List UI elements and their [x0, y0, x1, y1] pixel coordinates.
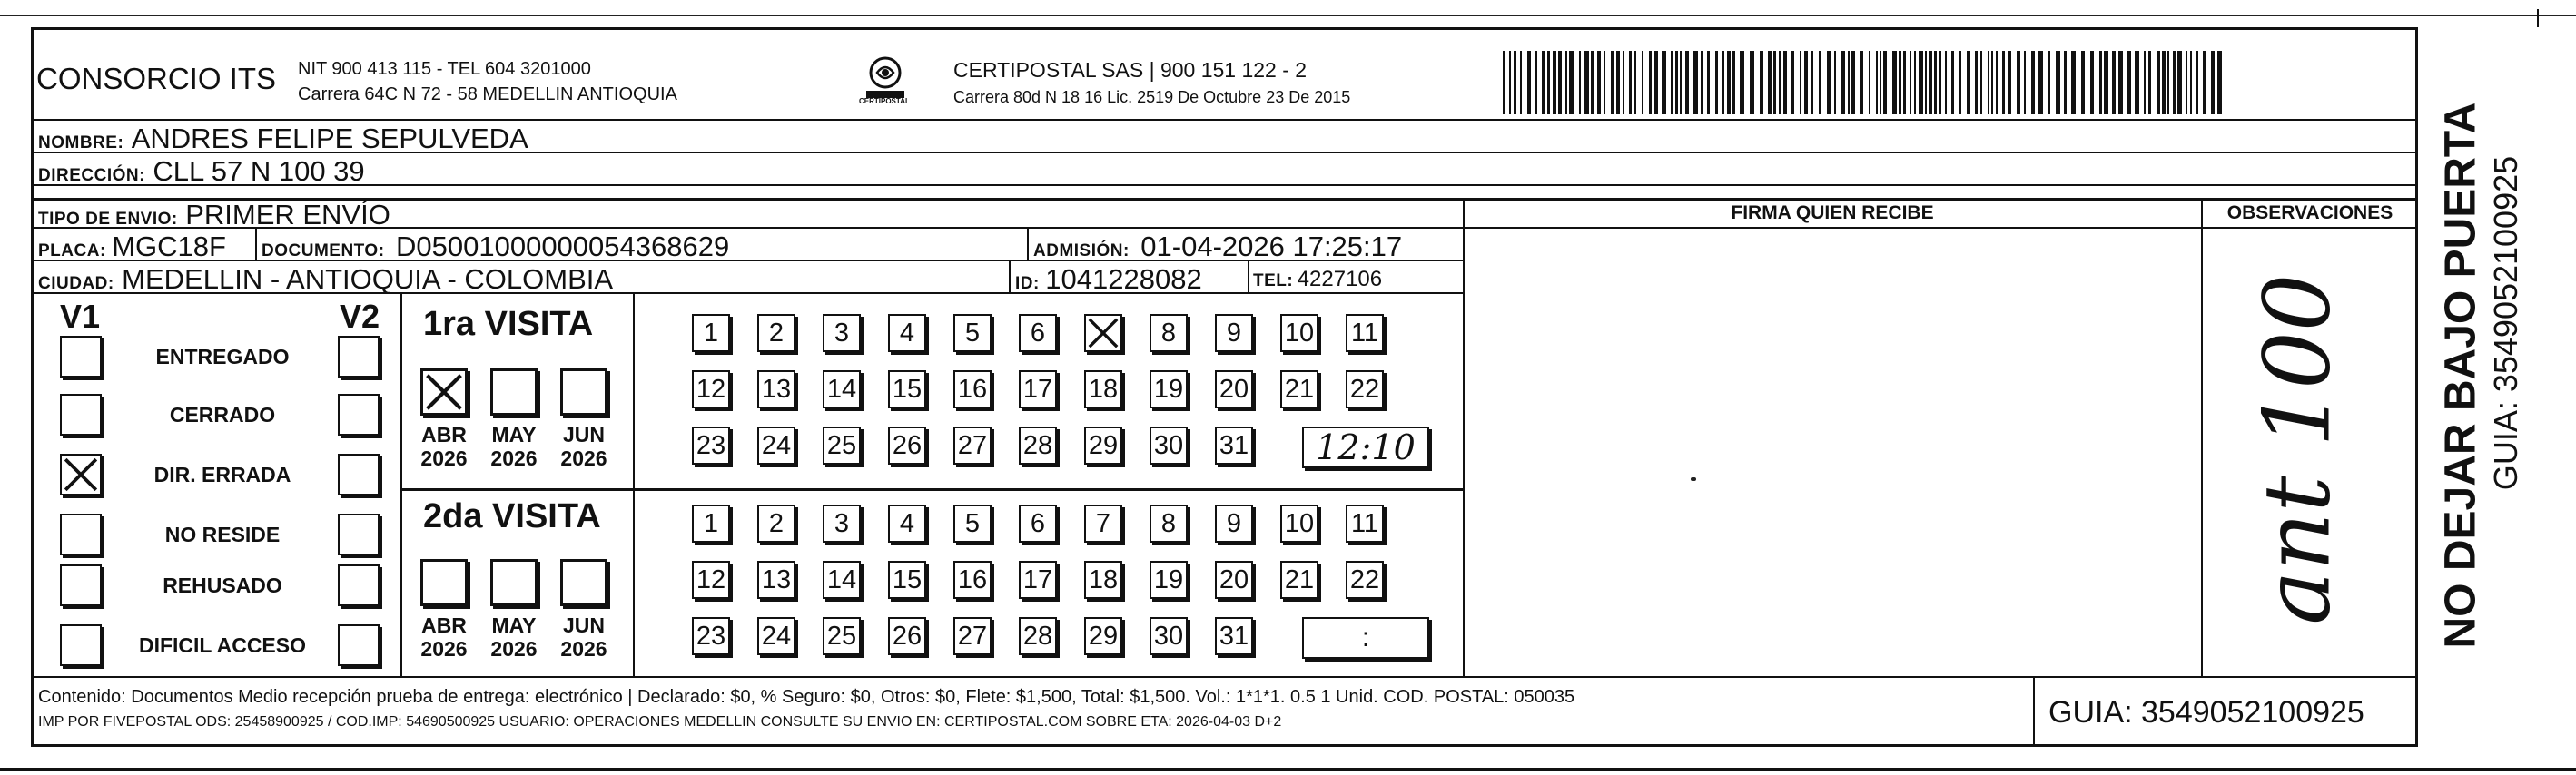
barcode-bar: [1860, 51, 1863, 114]
barcode-bar: [1654, 51, 1658, 114]
barcode-bar: [2017, 51, 2020, 114]
barcode-bar: [2157, 51, 2160, 114]
month-label: [412, 423, 476, 471]
status-v2-checkbox[interactable]: [338, 564, 380, 606]
barcode-bar: [1569, 51, 1574, 114]
day-checkbox[interactable]: 1: [692, 505, 730, 543]
barcode-bar: [2024, 51, 2026, 114]
day-checkbox[interactable]: 31: [1215, 617, 1253, 655]
barcode-bar: [1791, 51, 1794, 114]
logo-caption: CERTIPOSTAL: [859, 97, 910, 105]
barcode-bar: [1542, 51, 1545, 114]
ciudad-field: [38, 265, 613, 293]
barcode-bar: [1616, 51, 1620, 114]
day-checkbox[interactable]: 24: [757, 427, 795, 465]
barcode-bar: [2173, 51, 2176, 114]
visit2-title: 2da VISITA: [423, 497, 601, 535]
month-name: MAY: [491, 423, 537, 446]
barcode-bar: [1520, 51, 1522, 114]
barcode-bar: [1503, 51, 1505, 114]
day-checkbox[interactable]: 31: [1215, 427, 1253, 465]
day-checkbox[interactable]: 1: [692, 314, 730, 352]
day-checkbox[interactable]: 26: [888, 617, 926, 655]
ciudad-value: MEDELLIN - ANTIOQUIA - COLOMBIA: [122, 263, 614, 295]
tipo-envio-field: [38, 201, 390, 229]
day-checkbox[interactable]: 5: [953, 314, 992, 352]
day-checkbox[interactable]: 23: [692, 427, 730, 465]
month-checkbox[interactable]: [560, 559, 607, 606]
admision-value: 01-04-2026 17:25:17: [1140, 231, 1403, 262]
day-checkbox[interactable]: 7: [1084, 505, 1122, 543]
bottom-edge-line: [0, 768, 2576, 771]
day-checkbox[interactable]: 26: [888, 427, 926, 465]
company-name: CONSORCIO ITS: [36, 62, 277, 95]
col-line: [633, 292, 635, 676]
barcode-bar: [2081, 51, 2085, 114]
month-checkbox[interactable]: [490, 368, 538, 416]
firma-header: FIRMA QUIEN RECIBE: [1731, 202, 1934, 223]
month-label: [482, 423, 546, 471]
barcode-bar: [1558, 51, 1562, 114]
footer-contenido: Contenido: Documentos Medio recepción prueba de entrega: electrónico | Declarado: $0, % Seguro: $0, Otros: $0, Flete: $1,500, Total: $1,500. Vol.: 1*1*1. 0.5 1 Unid. COD. POSTAL: 050035: [38, 687, 1575, 707]
month-year: 2026: [490, 446, 538, 471]
day-checkbox[interactable]: 5: [953, 505, 992, 543]
day-checkbox[interactable]: 27: [953, 427, 992, 465]
barcode-bar: [2008, 51, 2011, 114]
status-v1-checkbox[interactable]: [60, 454, 102, 495]
month-label: [482, 613, 546, 662]
barcode-bar: [2135, 51, 2139, 114]
day-checkbox[interactable]: 17: [1019, 370, 1057, 408]
company-nit-tel: NIT 900 413 115 - TEL 604 3201000: [298, 59, 591, 79]
observaciones-handwriting: [2206, 272, 2388, 635]
barcode-bar: [2112, 51, 2116, 114]
barcode-bar: [1892, 51, 1897, 114]
day-checkbox[interactable]: 20: [1215, 561, 1253, 599]
barcode-bar: [1988, 51, 1989, 114]
day-checkbox[interactable]: 23: [692, 617, 730, 655]
scan-edge-line: [0, 15, 2576, 16]
barcode-bar: [1914, 51, 1916, 114]
day-checkbox[interactable]: 28: [1019, 427, 1057, 465]
barcode-bar: [1727, 51, 1731, 114]
barcode-bar: [1604, 51, 1605, 114]
col-line: [1463, 198, 1465, 676]
barcode-bar: [1876, 51, 1878, 114]
day-checkbox[interactable]: 10: [1280, 505, 1318, 543]
day-checkbox[interactable]: 14: [823, 370, 861, 408]
tipo-envio-label: TIPO DE ENVIO:: [38, 210, 178, 229]
barcode-bar: [2071, 51, 2076, 114]
status-v2-checkbox[interactable]: [338, 336, 380, 378]
signature-mark: [1691, 477, 1696, 481]
barcode-bar: [1975, 51, 1978, 114]
barcode-bar: [1715, 51, 1718, 114]
barcode-bar: [1899, 51, 1901, 114]
barcode-bar: [1929, 51, 1932, 114]
status-label: DIR. ERRADA: [153, 463, 291, 486]
month-year: 2026: [490, 637, 538, 662]
tel-label: TEL:: [1253, 271, 1294, 290]
barcode-bar: [1939, 51, 1941, 114]
barcode-bar: [1903, 51, 1906, 114]
day-checkbox[interactable]: 15: [888, 370, 926, 408]
month-label: [412, 613, 476, 662]
status-v1-checkbox[interactable]: [60, 624, 102, 666]
barcode-bar: [2127, 51, 2131, 114]
day-checkbox[interactable]: 11: [1346, 505, 1384, 543]
barcode-bar: [1869, 51, 1870, 114]
month-year: 2026: [420, 446, 468, 471]
day-checkbox[interactable]: 4: [888, 505, 926, 543]
barcode-bar: [2099, 51, 2102, 114]
barcode-bar: [1579, 51, 1581, 114]
day-checkbox[interactable]: 13: [757, 370, 795, 408]
day-checkbox[interactable]: 9: [1215, 505, 1253, 543]
month-name: ABR: [421, 423, 467, 446]
day-checkbox[interactable]: 6: [1019, 314, 1057, 352]
barcode-bar: [1740, 51, 1744, 114]
month-name: JUN: [562, 613, 605, 637]
day-checkbox[interactable]: 13: [757, 561, 795, 599]
barcode-bar: [1662, 51, 1666, 114]
admision-label: ADMISIÓN:: [1033, 241, 1130, 260]
barcode-bar: [2203, 51, 2206, 114]
observaciones-header: OBSERVACIONES: [2226, 202, 2393, 223]
day-checkbox[interactable]: 6: [1019, 505, 1057, 543]
month-label: [552, 613, 616, 662]
placa-label: PLACA:: [38, 241, 106, 260]
day-checkbox[interactable]: 20: [1215, 370, 1253, 408]
barcode-bar: [1553, 51, 1556, 114]
barcode-bar: [1925, 51, 1927, 114]
scan-tick: [2537, 9, 2539, 27]
barcode-bar: [1634, 51, 1636, 114]
month-checkbox[interactable]: [420, 559, 468, 606]
month-year: 2026: [420, 637, 468, 662]
tel-value: 4227106: [1297, 267, 1383, 291]
day-checkbox[interactable]: 17: [1019, 561, 1057, 599]
day-checkbox[interactable]: 16: [953, 561, 992, 599]
v1-header: V1: [60, 298, 101, 335]
barcode-bar: [1535, 51, 1537, 114]
id-value: 1041228082: [1045, 263, 1202, 295]
ciudad-label: CIUDAD:: [38, 274, 114, 293]
day-checkbox[interactable]: 19: [1150, 561, 1188, 599]
company-address: Carrera 64C N 72 - 58 MEDELLIN ANTIOQUIA: [298, 84, 677, 104]
day-checkbox[interactable]: 9: [1215, 314, 1253, 352]
barcode-bar: [1848, 51, 1850, 114]
month-year: 2026: [560, 446, 607, 471]
barcode-bar: [2090, 51, 2094, 114]
nombre-field: [38, 124, 528, 152]
barcode-bar: [2038, 51, 2043, 114]
day-checkbox[interactable]: 21: [1280, 561, 1318, 599]
barcode-bar: [1841, 51, 1845, 114]
col-line: [255, 227, 257, 260]
documento-label: DOCUMENTO:: [262, 241, 385, 260]
barcode-bar: [1693, 51, 1698, 114]
barcode-bar: [2190, 51, 2192, 114]
day-checkbox[interactable]: 12: [692, 561, 730, 599]
barcode-bar: [1991, 51, 1993, 114]
barcode: [1503, 51, 2225, 114]
status-v2-checkbox[interactable]: [338, 454, 380, 495]
barcode-bar: [1919, 51, 1923, 114]
barcode-bar: [2056, 51, 2060, 114]
v2-header: V2: [340, 298, 380, 335]
day-checkbox[interactable]: 25: [823, 617, 861, 655]
status-label: NO RESIDE: [164, 523, 281, 546]
day-checkbox[interactable]: 11: [1346, 314, 1384, 352]
barcode-bar: [1819, 51, 1821, 114]
barcode-bar: [1945, 51, 1947, 114]
barcode-bar: [1547, 51, 1550, 114]
day-checkbox[interactable]: 4: [888, 314, 926, 352]
barcode-bar: [2196, 51, 2198, 114]
day-checkbox[interactable]: 2: [757, 505, 795, 543]
barcode-bar: [2217, 51, 2222, 114]
footer-guia: GUIA: 3549052100925: [2048, 695, 2364, 730]
side-warning: NO DEJAR BAJO PUERTA: [2436, 102, 2485, 649]
status-label: CERRADO: [169, 403, 276, 427]
barcode-bar: [1804, 51, 1808, 114]
barcode-bar: [1680, 51, 1682, 114]
barcode-bar: [1649, 51, 1652, 114]
row-line: [33, 119, 2417, 121]
day-checkbox[interactable]: 3: [823, 314, 861, 352]
barcode-bar: [1527, 51, 1531, 114]
barcode-bar: [2167, 51, 2169, 114]
day-checkbox[interactable]: 3: [823, 505, 861, 543]
status-v1-checkbox[interactable]: [60, 514, 102, 555]
time-box[interactable]: :: [1302, 617, 1429, 659]
day-checkbox[interactable]: 28: [1019, 617, 1057, 655]
barcode-bar: [1671, 51, 1673, 114]
day-checkbox[interactable]: 10: [1280, 314, 1318, 352]
day-checkbox[interactable]: 30: [1150, 427, 1188, 465]
barcode-bar: [1514, 51, 1516, 114]
barcode-bar: [1701, 51, 1703, 114]
barcode-bar: [1768, 51, 1772, 114]
barcode-bar: [1591, 51, 1594, 114]
carrier-license: Carrera 80d N 18 16 Lic. 2519 De Octubre 23 De 2015: [953, 88, 1351, 106]
status-label: ENTREGADO: [155, 345, 290, 368]
x-mark-icon: [62, 456, 100, 494]
barcode-bar: [1509, 51, 1511, 114]
row-line: [33, 198, 2417, 201]
col-line: [400, 292, 402, 676]
month-checkbox[interactable]: [560, 368, 607, 416]
barcode-bar: [2144, 51, 2146, 114]
placa-field: [38, 232, 226, 260]
barcode-bar: [2118, 51, 2123, 114]
col-line: [2033, 676, 2035, 747]
visit-divider: [400, 488, 1463, 491]
barcode-bar: [1883, 51, 1887, 114]
barcode-bar: [1880, 51, 1881, 114]
status-v2-checkbox[interactable]: [338, 514, 380, 555]
barcode-graphic: [1503, 51, 2225, 114]
tel-field: [1253, 269, 1382, 290]
barcode-bar: [1967, 51, 1970, 114]
month-year: 2026: [560, 637, 607, 662]
month-checkbox[interactable]: [420, 368, 468, 416]
status-v1-checkbox[interactable]: [60, 336, 102, 378]
barcode-bar: [2186, 51, 2187, 114]
barcode-bar: [1611, 51, 1614, 114]
barcode-bar: [1834, 51, 1836, 114]
barcode-bar: [1675, 51, 1678, 114]
status-v1-checkbox[interactable]: [60, 394, 102, 436]
month-label: [552, 423, 616, 471]
status-v2-checkbox[interactable]: [338, 624, 380, 666]
barcode-bar: [1584, 51, 1589, 114]
day-checkbox[interactable]: 29: [1084, 617, 1122, 655]
carrier-name: CERTIPOSTAL SAS | 900 151 122 - 2: [953, 58, 1308, 82]
footer-imp: IMP POR FIVEPOSTAL ODS: 25458900925 / COD.IMP: 54690500925 USUARIO: OPERACIONES MEDELLIN CONSULTE SU ENVIO EN: CERTIPOSTAL.COM SOBRE ETA: 2026-04-03 D+2: [38, 714, 1282, 730]
day-checkbox[interactable]: 18: [1084, 370, 1122, 408]
day-checkbox[interactable]: 12: [692, 370, 730, 408]
barcode-bar: [1629, 51, 1632, 114]
col-line: [1248, 260, 1249, 292]
x-mark-icon: [1086, 316, 1120, 350]
day-checkbox[interactable]: 19: [1150, 370, 1188, 408]
barcode-bar: [1851, 51, 1855, 114]
barcode-bar: [1959, 51, 1961, 114]
day-checkbox[interactable]: 29: [1084, 427, 1122, 465]
barcode-bar: [2104, 51, 2108, 114]
barcode-bar: [1827, 51, 1831, 114]
barcode-bar: [1773, 51, 1776, 114]
day-checkbox[interactable]: 16: [953, 370, 992, 408]
day-checkbox[interactable]: 18: [1084, 561, 1122, 599]
barcode-bar: [2162, 51, 2166, 114]
barcode-bar: [1783, 51, 1787, 114]
month-checkbox[interactable]: [490, 559, 538, 606]
row-line: [33, 184, 2417, 186]
day-checkbox[interactable]: 24: [757, 617, 795, 655]
documento-value: D05001000000054368629: [396, 231, 730, 262]
barcode-bar: [2148, 51, 2151, 114]
barcode-bar: [1642, 51, 1643, 114]
row-line: [33, 676, 2417, 678]
direccion-value: CLL 57 N 100 39: [153, 155, 365, 187]
barcode-bar: [2211, 51, 2215, 114]
barcode-bar: [1934, 51, 1937, 114]
barcode-bar: [1760, 51, 1763, 114]
month-name: MAY: [491, 613, 537, 637]
day-checkbox[interactable]: 8: [1150, 314, 1188, 352]
nombre-value: ANDRES FELIPE SEPULVEDA: [131, 123, 528, 154]
barcode-bar: [1623, 51, 1624, 114]
row-line: [33, 227, 2417, 229]
barcode-bar: [1722, 51, 1724, 114]
day-checkbox[interactable]: 27: [953, 617, 992, 655]
month-name: JUN: [562, 423, 605, 446]
status-v2-checkbox[interactable]: [338, 394, 380, 436]
barcode-bar: [2048, 51, 2050, 114]
barcode-bar: [1565, 51, 1567, 114]
month-name: ABR: [421, 613, 467, 637]
day-checkbox[interactable]: 21: [1280, 370, 1318, 408]
side-guia: GUIA: 3549052100925: [2487, 155, 2524, 491]
day-checkbox[interactable]: 15: [888, 561, 926, 599]
day-checkbox[interactable]: 25: [823, 427, 861, 465]
barcode-bar: [2031, 51, 2035, 114]
barcode-bar: [1980, 51, 1982, 114]
barcode-bar: [1597, 51, 1601, 114]
day-checkbox[interactable]: 8: [1150, 505, 1188, 543]
status-label: REHUSADO: [163, 574, 282, 597]
day-checkbox[interactable]: 30: [1150, 617, 1188, 655]
direccion-field: [38, 157, 365, 185]
direccion-label: DIRECCIÓN:: [38, 166, 145, 185]
barcode-bar: [1779, 51, 1781, 114]
status-v1-checkbox[interactable]: [60, 564, 102, 606]
id-field: [1015, 265, 1202, 293]
day-checkbox[interactable]: 22: [1346, 561, 1384, 599]
barcode-bar: [1910, 51, 1911, 114]
day-checkbox[interactable]: 22: [1346, 370, 1384, 408]
admision-field: [1033, 232, 1402, 260]
barcode-bar: [2177, 51, 2182, 114]
status-label: DIFICIL ACCESO: [138, 633, 306, 657]
day-checkbox[interactable]: [1084, 314, 1122, 352]
barcode-bar: [1996, 51, 1998, 114]
barcode-bar: [2064, 51, 2067, 114]
documento-field: [262, 232, 729, 260]
col-line: [1009, 260, 1011, 292]
barcode-bar: [1800, 51, 1801, 114]
barcode-bar: [1750, 51, 1754, 114]
visit1-title: 1ra VISITA: [423, 305, 594, 343]
barcode-bar: [1732, 51, 1735, 114]
col-line: [1027, 227, 1029, 260]
day-checkbox[interactable]: 2: [757, 314, 795, 352]
barcode-bar: [1685, 51, 1689, 114]
day-checkbox[interactable]: 14: [823, 561, 861, 599]
col-line: [2201, 198, 2203, 676]
barcode-bar: [1951, 51, 1954, 114]
barcode-bar: [1707, 51, 1710, 114]
id-label: ID:: [1015, 274, 1040, 293]
tipo-envio-value: PRIMER ENVÍO: [185, 199, 390, 231]
barcode-bar: [1811, 51, 1813, 114]
observaciones-note: ant 100: [2244, 273, 2351, 625]
barcode-bar: [2002, 51, 2005, 114]
nombre-label: NOMBRE:: [38, 133, 124, 152]
placa-value: MGC18F: [112, 231, 226, 262]
x-mark-icon: [423, 371, 465, 413]
time-box[interactable]: 12:10: [1302, 427, 1429, 468]
